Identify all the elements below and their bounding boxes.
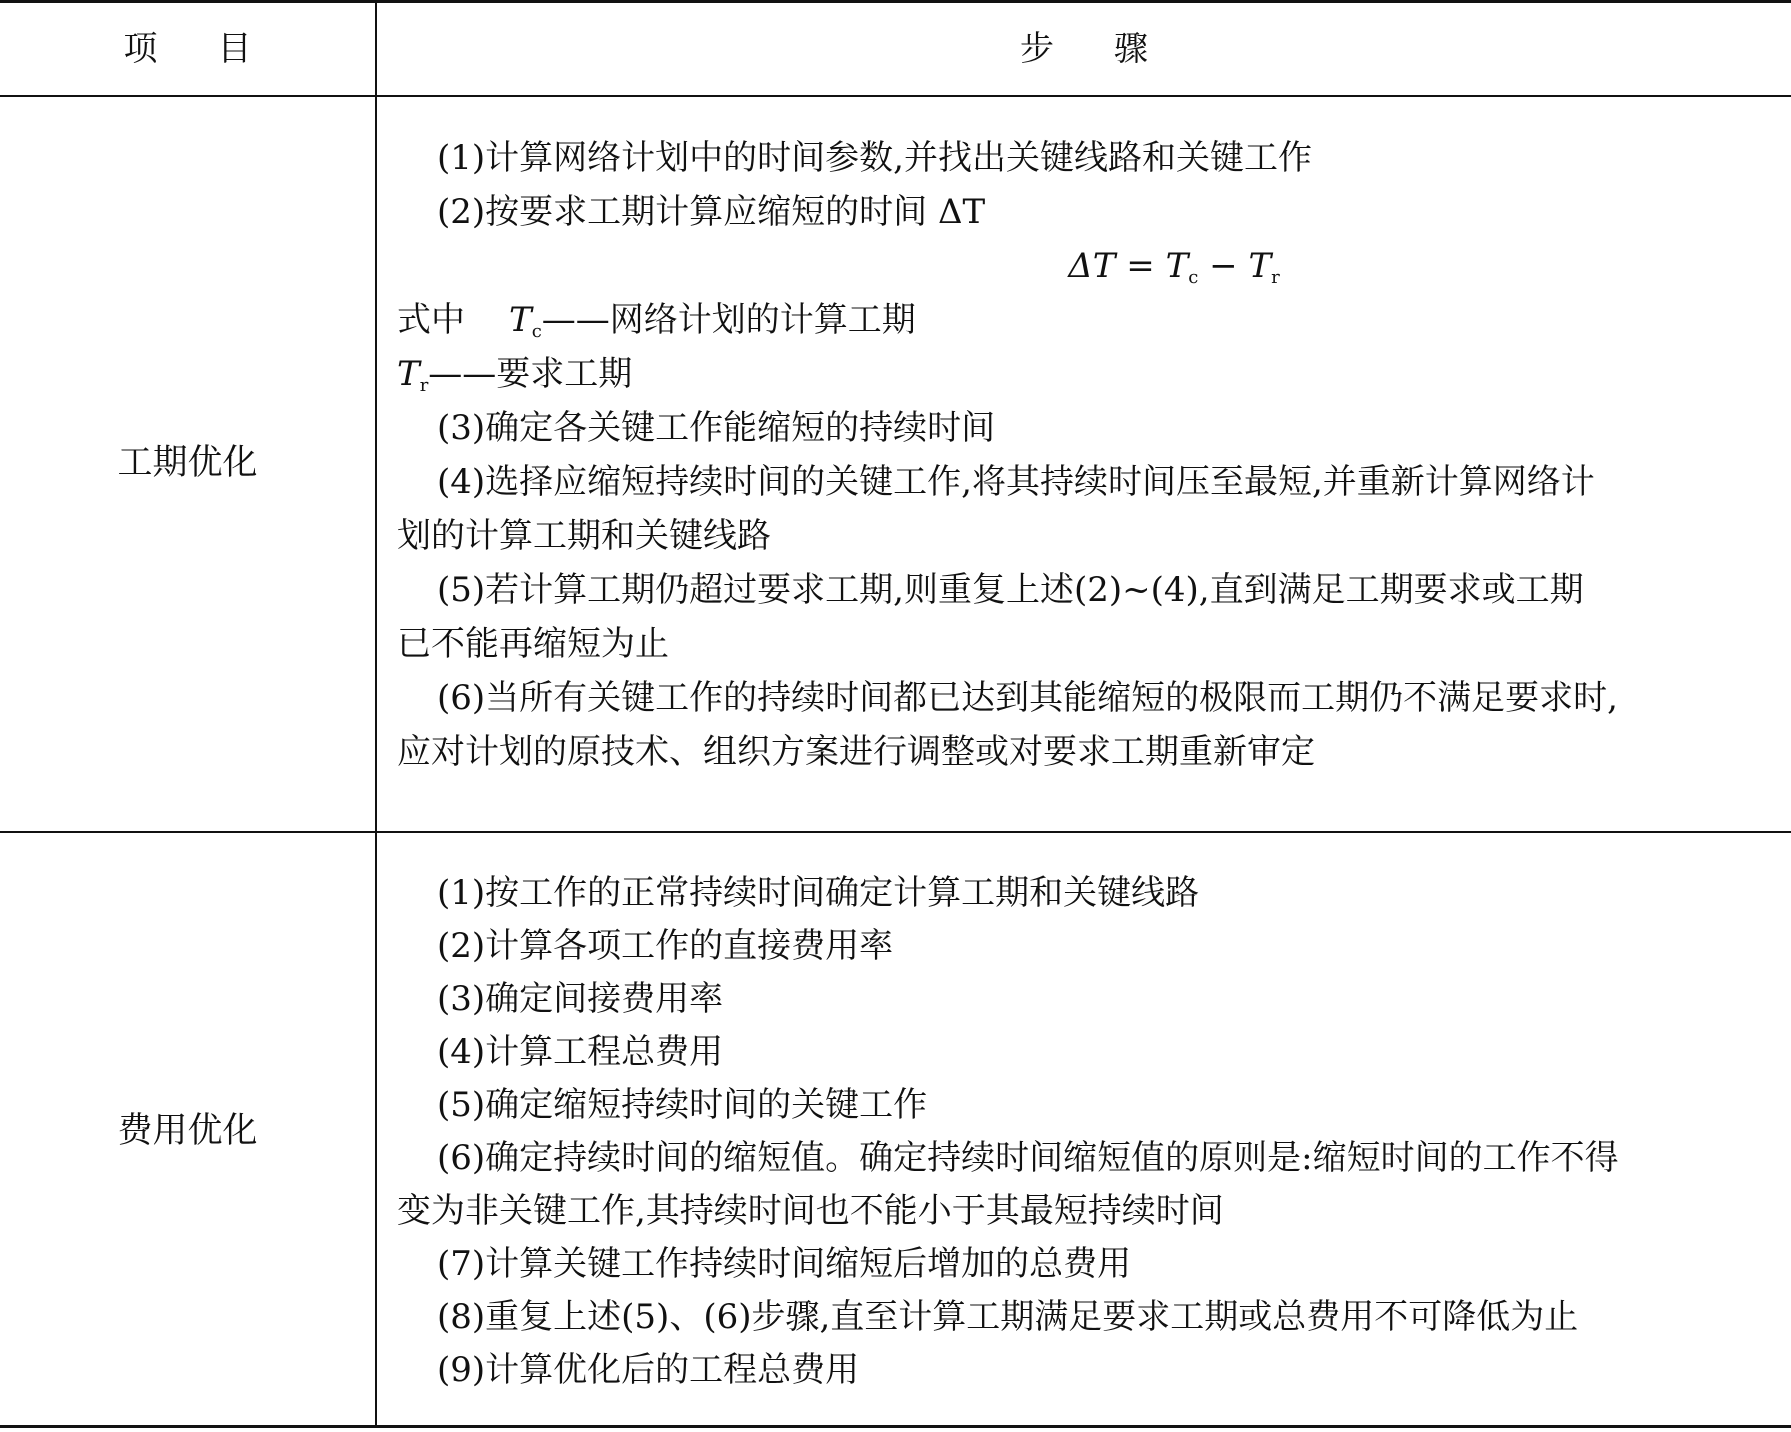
- tc-subscript: c: [531, 321, 542, 342]
- row-divider: [0, 831, 1791, 833]
- tr-symbol: T: [397, 354, 420, 394]
- step-line: (3)确定各关键工作能缩短的持续时间: [437, 408, 996, 448]
- column-divider: [375, 3, 377, 1425]
- schedule-optimization-steps: [397, 131, 1771, 779]
- where-line-tc: [397, 293, 1771, 347]
- step-line: (5)确定缩短持续时间的关键工作: [437, 1085, 928, 1125]
- category-cost-optimization: 费用优化: [117, 1111, 258, 1151]
- step-line: (7)计算关键工作持续时间缩短后增加的总费用: [437, 1244, 1132, 1284]
- tr-subscript: r: [419, 375, 429, 396]
- step-line: (5)若计算工期仍超过要求工期,则重复上述(2)~(4),直到满足工期要求或工期: [437, 570, 1584, 610]
- step-line: (2)按要求工期计算应缩短的时间 ΔT: [437, 192, 986, 232]
- formula-sub-c: c: [1188, 267, 1199, 288]
- step-line: (6)确定持续时间的缩短值。确定持续时间缩短值的原则是:缩短时间的工作不得: [437, 1138, 1619, 1178]
- header-steps: 步骤: [1020, 29, 1208, 69]
- where-line-tr: [397, 347, 1771, 401]
- tc-symbol: T: [509, 300, 532, 340]
- formula-lhs: ΔT = T: [1068, 246, 1189, 286]
- step-line-continued: 已不能再缩短为止: [397, 624, 669, 664]
- step-line: (6)当所有关键工作的持续时间都已达到其能缩短的极限而工期仍不满足要求时,: [437, 678, 1618, 718]
- step-line: (1)按工作的正常持续时间确定计算工期和关键线路: [437, 873, 1200, 913]
- formula-sub-r: r: [1271, 267, 1280, 288]
- step-line-continued: 划的计算工期和关键线路: [397, 516, 771, 556]
- tr-description: ——要求工期: [428, 354, 633, 394]
- step-line-continued: 变为非关键工作,其持续时间也不能小于其最短持续时间: [397, 1191, 1224, 1231]
- step-line: (1)计算网络计划中的时间参数,并找出关键线路和关键工作: [437, 138, 1312, 178]
- header-item: 项目: [123, 29, 312, 69]
- step-line: (4)选择应缩短持续时间的关键工作,将其持续时间压至最短,并重新计算网络计: [437, 462, 1595, 502]
- step-line: (9)计算优化后的工程总费用: [437, 1350, 860, 1390]
- category-schedule-optimization: 工期优化: [117, 443, 258, 483]
- tc-description: ——网络计划的计算工期: [541, 300, 916, 340]
- cost-optimization-steps: [397, 867, 1771, 1397]
- header-divider: [0, 95, 1791, 97]
- formula-minus: − T: [1198, 246, 1272, 286]
- step-line: (2)计算各项工作的直接费用率: [437, 926, 894, 966]
- step-line: (4)计算工程总费用: [437, 1032, 724, 1072]
- formula: [397, 239, 1771, 293]
- step-line: (3)确定间接费用率: [437, 979, 724, 1019]
- step-line: (8)重复上述(5)、(6)步骤,直至计算工期满足要求工期或总费用不可降低为止: [437, 1297, 1579, 1337]
- where-label: 式中: [397, 300, 465, 340]
- step-line-continued: 应对计划的原技术、组织方案进行调整或对要求工期重新审定: [397, 732, 1315, 772]
